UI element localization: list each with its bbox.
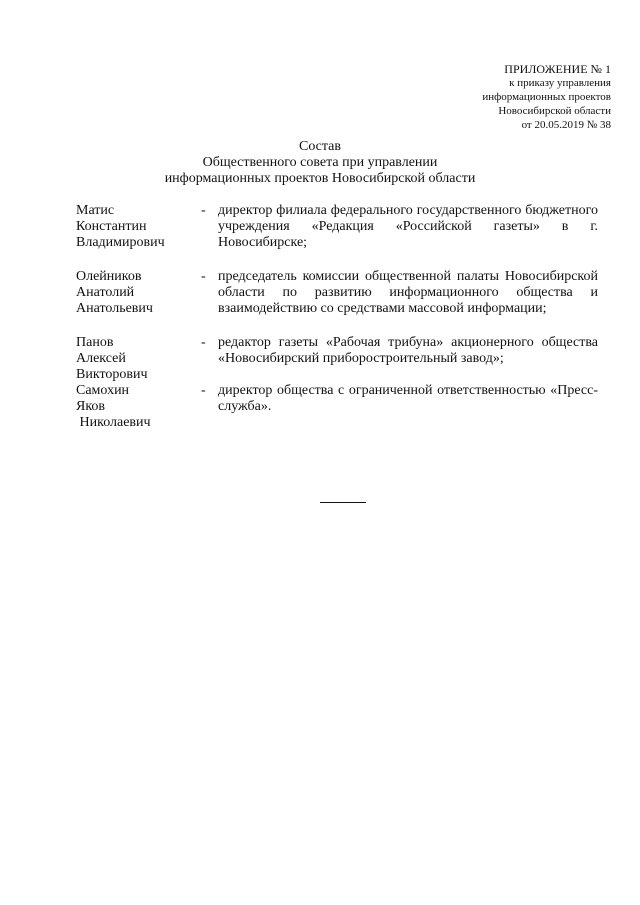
heading-subtitle-line2: информационных проектов Новосибирской области bbox=[164, 171, 476, 186]
member-role: директор общества с ограниченной ответственностью «Пресс-служба». bbox=[218, 383, 598, 414]
member-name bbox=[76, 269, 201, 317]
member-dash: - bbox=[201, 203, 206, 218]
member-surname: Самохин bbox=[76, 383, 130, 398]
member-dash: - bbox=[201, 383, 206, 398]
member-name bbox=[76, 335, 201, 383]
appendix-line-date: от 20.05.2019 № 38 bbox=[521, 119, 611, 131]
member-name bbox=[76, 203, 201, 251]
member-surname: Матис bbox=[76, 203, 115, 218]
appendix-line-order: к приказу управления bbox=[509, 77, 611, 89]
heading-subtitle-line1: Общественного совета при управлении bbox=[202, 155, 438, 170]
member-dash: - bbox=[201, 269, 206, 284]
member-surname: Олейников bbox=[76, 269, 142, 284]
member-dash: - bbox=[201, 335, 206, 350]
member-entry bbox=[76, 335, 598, 383]
closing-divider bbox=[320, 502, 366, 503]
member-role: директор филиала федерального государственного бюджетного учреждения «Редакция «Российской газеты» в г. Новосибирске; bbox=[218, 203, 598, 250]
member-first-name: Алексей bbox=[76, 351, 126, 366]
document-heading bbox=[0, 139, 640, 187]
appendix-title: ПРИЛОЖЕНИЕ № 1 bbox=[504, 62, 611, 76]
member-patronymic: Викторович bbox=[76, 367, 148, 382]
members-list bbox=[76, 203, 598, 431]
member-patronymic: Владимирович bbox=[76, 235, 165, 250]
heading-title: Состав bbox=[298, 139, 341, 154]
appendix-line-region: Новосибирской области bbox=[498, 105, 611, 117]
member-role: председатель комиссии общественной палаты Новосибирской области по развитию информационного общества и взаимодействию со средствами массовой информации; bbox=[218, 269, 598, 316]
member-patronymic: Анатольевич bbox=[76, 301, 153, 316]
member-patronymic: Николаевич bbox=[76, 415, 151, 430]
member-surname: Панов bbox=[76, 335, 114, 350]
member-entry bbox=[76, 203, 598, 251]
appendix-line-department: информационных проектов bbox=[482, 91, 611, 103]
member-entry bbox=[76, 269, 598, 317]
appendix-header bbox=[482, 62, 611, 132]
member-role: редактор газеты «Рабочая трибуна» акционерного общества «Новосибирский приборостроительный завод»; bbox=[218, 335, 598, 366]
member-entry bbox=[76, 383, 598, 431]
member-name bbox=[76, 383, 201, 431]
member-first-name: Константин bbox=[76, 219, 147, 234]
member-first-name: Яков bbox=[76, 399, 106, 414]
member-first-name: Анатолий bbox=[76, 285, 135, 300]
